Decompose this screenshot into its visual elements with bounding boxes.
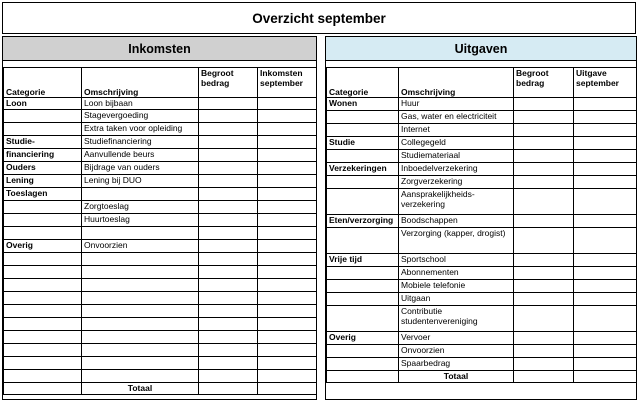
budget-amount-cell[interactable] bbox=[514, 332, 574, 345]
actual-amount-cell[interactable] bbox=[574, 293, 637, 306]
description-cell: Vervoer bbox=[399, 332, 514, 345]
table-row bbox=[327, 254, 637, 267]
budget-amount-cell[interactable] bbox=[514, 293, 574, 306]
budget-amount-cell[interactable] bbox=[514, 280, 574, 293]
actual-amount-cell[interactable] bbox=[574, 358, 637, 371]
table-row bbox=[327, 215, 637, 228]
category-cell bbox=[327, 111, 399, 124]
total-label: Totaal bbox=[399, 371, 514, 383]
actual-amount-cell[interactable] bbox=[574, 228, 637, 254]
col-header-categorie: Categorie bbox=[4, 68, 82, 98]
sheet-title: Overzicht september bbox=[2, 2, 636, 34]
category-cell bbox=[4, 214, 82, 227]
table-row bbox=[4, 279, 317, 292]
col-header-begroot: Begroot bedrag bbox=[199, 68, 258, 98]
description-cell: Boodschappen bbox=[399, 215, 514, 228]
category-cell: Verzekeringen bbox=[327, 163, 399, 176]
budget-amount-cell[interactable] bbox=[514, 358, 574, 371]
budget-amount-cell[interactable] bbox=[199, 188, 258, 201]
table-row bbox=[4, 240, 317, 253]
table-row bbox=[327, 228, 637, 254]
budget-amount-cell[interactable] bbox=[199, 253, 258, 266]
category-cell bbox=[4, 305, 82, 318]
budget-amount-cell[interactable] bbox=[514, 124, 574, 137]
budget-amount-cell[interactable] bbox=[199, 318, 258, 331]
inkomsten-heading: Inkomsten bbox=[3, 37, 316, 61]
uitgaven-panel bbox=[325, 36, 637, 400]
category-cell bbox=[4, 227, 82, 240]
category-cell: financiering bbox=[4, 149, 82, 162]
category-cell bbox=[4, 331, 82, 344]
table-row bbox=[327, 345, 637, 358]
category-cell: Overig bbox=[4, 240, 82, 253]
actual-amount-cell[interactable] bbox=[574, 215, 637, 228]
description-cell bbox=[82, 292, 199, 305]
table-row bbox=[327, 293, 637, 306]
actual-amount-cell[interactable] bbox=[574, 280, 637, 293]
category-cell bbox=[4, 110, 82, 123]
budget-amount-cell[interactable] bbox=[199, 123, 258, 136]
table-row bbox=[327, 280, 637, 293]
table-row bbox=[327, 358, 637, 371]
actual-amount-cell[interactable] bbox=[574, 124, 637, 137]
description-cell: Studiemateriaal bbox=[399, 150, 514, 163]
actual-amount-cell[interactable] bbox=[258, 162, 317, 175]
description-cell: Bijdrage van ouders bbox=[82, 162, 199, 175]
total-actual-cell[interactable] bbox=[574, 371, 637, 383]
category-cell: Lening bbox=[4, 175, 82, 188]
description-cell bbox=[82, 227, 199, 240]
table-row bbox=[4, 188, 317, 201]
description-cell bbox=[82, 253, 199, 266]
budget-amount-cell[interactable] bbox=[199, 279, 258, 292]
actual-amount-cell[interactable] bbox=[258, 227, 317, 240]
actual-amount-cell[interactable] bbox=[258, 240, 317, 253]
actual-amount-cell[interactable] bbox=[258, 305, 317, 318]
category-cell: Eten/verzorging bbox=[327, 215, 399, 228]
category-cell: Studie bbox=[327, 137, 399, 150]
table-row bbox=[327, 332, 637, 345]
actual-amount-cell[interactable] bbox=[258, 188, 317, 201]
budget-amount-cell[interactable] bbox=[199, 305, 258, 318]
budget-amount-cell[interactable] bbox=[199, 292, 258, 305]
budget-amount-cell[interactable] bbox=[514, 345, 574, 358]
budget-amount-cell[interactable] bbox=[199, 357, 258, 370]
actual-amount-cell[interactable] bbox=[258, 344, 317, 357]
actual-amount-cell[interactable] bbox=[574, 254, 637, 267]
inkomsten-panel bbox=[2, 36, 317, 400]
budget-amount-cell[interactable] bbox=[514, 98, 574, 111]
actual-amount-cell[interactable] bbox=[574, 189, 637, 215]
table-row bbox=[4, 331, 317, 344]
description-cell bbox=[82, 305, 199, 318]
col-header-inkomsten-september: Inkomsten september bbox=[258, 68, 317, 98]
actual-amount-cell[interactable] bbox=[258, 292, 317, 305]
total-label: Totaal bbox=[82, 383, 199, 395]
budget-amount-cell[interactable] bbox=[199, 344, 258, 357]
budget-amount-cell[interactable] bbox=[199, 214, 258, 227]
table-row bbox=[327, 267, 637, 280]
description-cell: Mobiele telefonie bbox=[399, 280, 514, 293]
actual-amount-cell[interactable] bbox=[258, 279, 317, 292]
budget-amount-cell[interactable] bbox=[199, 136, 258, 149]
description-cell: Spaarbedrag bbox=[399, 358, 514, 371]
table-row bbox=[4, 344, 317, 357]
description-cell: Zorgverzekering bbox=[399, 176, 514, 189]
budget-amount-cell[interactable] bbox=[514, 150, 574, 163]
table-row bbox=[4, 370, 317, 383]
budget-amount-cell[interactable] bbox=[199, 227, 258, 240]
uitgaven-heading: Uitgaven bbox=[326, 37, 636, 61]
table-row bbox=[4, 227, 317, 240]
description-cell: Studiefinanciering bbox=[82, 136, 199, 149]
description-cell: Inboedelverzekering bbox=[399, 163, 514, 176]
table-row bbox=[4, 292, 317, 305]
actual-amount-cell[interactable] bbox=[258, 149, 317, 162]
budget-amount-cell[interactable] bbox=[514, 176, 574, 189]
table-row bbox=[327, 98, 637, 111]
budget-amount-cell[interactable] bbox=[514, 189, 574, 215]
category-cell: Vrije tijd bbox=[327, 254, 399, 267]
col-header-begroot: Begroot bedrag bbox=[514, 68, 574, 98]
category-cell bbox=[327, 306, 399, 332]
description-cell bbox=[82, 279, 199, 292]
total-spacer-cell bbox=[4, 383, 82, 395]
table-row bbox=[327, 306, 637, 332]
category-cell bbox=[4, 344, 82, 357]
description-cell: Abonnementen bbox=[399, 267, 514, 280]
table-row bbox=[4, 201, 317, 214]
description-cell: Onvoorzien bbox=[82, 240, 199, 253]
total-actual-cell[interactable] bbox=[258, 383, 317, 395]
table-row bbox=[4, 214, 317, 227]
category-cell bbox=[327, 150, 399, 163]
inkomsten-header-row bbox=[4, 68, 317, 98]
total-budget-cell[interactable] bbox=[199, 383, 258, 395]
description-cell: Zorgtoeslag bbox=[82, 201, 199, 214]
budget-amount-cell[interactable] bbox=[514, 228, 574, 254]
description-cell: Huurtoeslag bbox=[82, 214, 199, 227]
category-cell bbox=[4, 266, 82, 279]
description-cell: Verzorging (kapper, drogist) bbox=[399, 228, 514, 254]
budget-amount-cell[interactable] bbox=[199, 110, 258, 123]
budget-amount-cell[interactable] bbox=[199, 98, 258, 110]
table-row bbox=[327, 111, 637, 124]
budget-amount-cell[interactable] bbox=[199, 175, 258, 188]
category-cell bbox=[4, 318, 82, 331]
actual-amount-cell[interactable] bbox=[258, 318, 317, 331]
actual-amount-cell[interactable] bbox=[574, 137, 637, 150]
table-row bbox=[327, 150, 637, 163]
table-row bbox=[4, 162, 317, 175]
description-cell: Onvoorzien bbox=[399, 345, 514, 358]
actual-amount-cell[interactable] bbox=[258, 214, 317, 227]
description-cell bbox=[82, 370, 199, 383]
budget-amount-cell[interactable] bbox=[514, 215, 574, 228]
budget-amount-cell[interactable] bbox=[199, 162, 258, 175]
table-row bbox=[4, 266, 317, 279]
category-cell bbox=[327, 293, 399, 306]
table-row bbox=[4, 357, 317, 370]
description-cell bbox=[82, 331, 199, 344]
table-row bbox=[327, 189, 637, 215]
category-cell: Studie- bbox=[4, 136, 82, 149]
description-cell: Internet bbox=[399, 124, 514, 137]
table-row bbox=[4, 110, 317, 123]
actual-amount-cell[interactable] bbox=[574, 345, 637, 358]
category-cell bbox=[4, 292, 82, 305]
table-row bbox=[4, 98, 317, 110]
actual-amount-cell[interactable] bbox=[574, 163, 637, 176]
total-row bbox=[327, 371, 637, 383]
actual-amount-cell[interactable] bbox=[574, 267, 637, 280]
budget-amount-cell[interactable] bbox=[199, 201, 258, 214]
budget-amount-cell[interactable] bbox=[514, 306, 574, 332]
actual-amount-cell[interactable] bbox=[258, 175, 317, 188]
table-row bbox=[4, 136, 317, 149]
category-cell: Wonen bbox=[327, 98, 399, 111]
col-header-omschrijving: Omschrijving bbox=[82, 68, 199, 98]
description-cell: Aansprakelijkheids-verzekering bbox=[399, 189, 514, 215]
description-cell: Extra taken voor opleiding bbox=[82, 123, 199, 136]
actual-amount-cell[interactable] bbox=[258, 98, 317, 110]
category-cell bbox=[4, 279, 82, 292]
table-row bbox=[327, 137, 637, 150]
category-cell bbox=[4, 253, 82, 266]
total-budget-cell[interactable] bbox=[514, 371, 574, 383]
category-cell bbox=[327, 176, 399, 189]
budget-amount-cell[interactable] bbox=[199, 331, 258, 344]
budget-amount-cell[interactable] bbox=[199, 149, 258, 162]
description-cell bbox=[82, 344, 199, 357]
uitgaven-table bbox=[326, 67, 637, 383]
category-cell bbox=[327, 124, 399, 137]
category-cell bbox=[4, 370, 82, 383]
actual-amount-cell[interactable] bbox=[258, 370, 317, 383]
category-cell bbox=[327, 267, 399, 280]
actual-amount-cell[interactable] bbox=[574, 332, 637, 345]
col-header-categorie: Categorie bbox=[327, 68, 399, 98]
table-row bbox=[4, 175, 317, 188]
description-cell: Loon bijbaan bbox=[82, 98, 199, 110]
actual-amount-cell[interactable] bbox=[258, 266, 317, 279]
description-cell: Uitgaan bbox=[399, 293, 514, 306]
actual-amount-cell[interactable] bbox=[258, 110, 317, 123]
description-cell: Stagevergoeding bbox=[82, 110, 199, 123]
description-cell: Lening bij DUO bbox=[82, 175, 199, 188]
actual-amount-cell[interactable] bbox=[574, 98, 637, 111]
category-cell bbox=[327, 228, 399, 254]
description-cell bbox=[82, 188, 199, 201]
table-row bbox=[327, 124, 637, 137]
description-cell: Sportschool bbox=[399, 254, 514, 267]
description-cell: Aanvullende beurs bbox=[82, 149, 199, 162]
table-row bbox=[4, 305, 317, 318]
actual-amount-cell[interactable] bbox=[574, 111, 637, 124]
description-cell: Collegegeld bbox=[399, 137, 514, 150]
budget-amount-cell[interactable] bbox=[514, 254, 574, 267]
budget-amount-cell[interactable] bbox=[199, 240, 258, 253]
uitgaven-header-row bbox=[327, 68, 637, 98]
category-cell bbox=[4, 201, 82, 214]
actual-amount-cell[interactable] bbox=[258, 253, 317, 266]
actual-amount-cell[interactable] bbox=[574, 306, 637, 332]
budget-amount-cell[interactable] bbox=[199, 370, 258, 383]
category-cell: Ouders bbox=[4, 162, 82, 175]
table-row bbox=[4, 253, 317, 266]
category-cell: Overig bbox=[327, 332, 399, 345]
description-cell bbox=[82, 318, 199, 331]
category-cell: Loon bbox=[4, 98, 82, 110]
col-header-uitgave-september: Uitgave september bbox=[574, 68, 637, 98]
description-cell bbox=[82, 266, 199, 279]
description-cell bbox=[82, 357, 199, 370]
table-row bbox=[327, 176, 637, 189]
description-cell: Contributie studentenvereniging bbox=[399, 306, 514, 332]
description-cell: Huur bbox=[399, 98, 514, 111]
inkomsten-table bbox=[3, 67, 317, 395]
category-cell: Toeslagen bbox=[4, 188, 82, 201]
actual-amount-cell[interactable] bbox=[258, 123, 317, 136]
total-row bbox=[4, 383, 317, 395]
category-cell bbox=[327, 345, 399, 358]
actual-amount-cell[interactable] bbox=[574, 150, 637, 163]
budget-amount-cell[interactable] bbox=[514, 111, 574, 124]
description-cell: Gas, water en electriciteit bbox=[399, 111, 514, 124]
actual-amount-cell[interactable] bbox=[258, 331, 317, 344]
budget-amount-cell[interactable] bbox=[514, 163, 574, 176]
budget-amount-cell[interactable] bbox=[199, 266, 258, 279]
actual-amount-cell[interactable] bbox=[258, 136, 317, 149]
table-row bbox=[4, 123, 317, 136]
col-header-omschrijving: Omschrijving bbox=[399, 68, 514, 98]
actual-amount-cell[interactable] bbox=[258, 201, 317, 214]
actual-amount-cell[interactable] bbox=[258, 357, 317, 370]
category-cell bbox=[4, 123, 82, 136]
table-row bbox=[327, 163, 637, 176]
category-cell bbox=[327, 280, 399, 293]
category-cell bbox=[327, 189, 399, 215]
table-row bbox=[4, 318, 317, 331]
table-row bbox=[4, 149, 317, 162]
actual-amount-cell[interactable] bbox=[574, 176, 637, 189]
total-spacer-cell bbox=[327, 371, 399, 383]
category-cell bbox=[4, 357, 82, 370]
budget-amount-cell[interactable] bbox=[514, 267, 574, 280]
category-cell bbox=[327, 358, 399, 371]
budget-amount-cell[interactable] bbox=[514, 137, 574, 150]
